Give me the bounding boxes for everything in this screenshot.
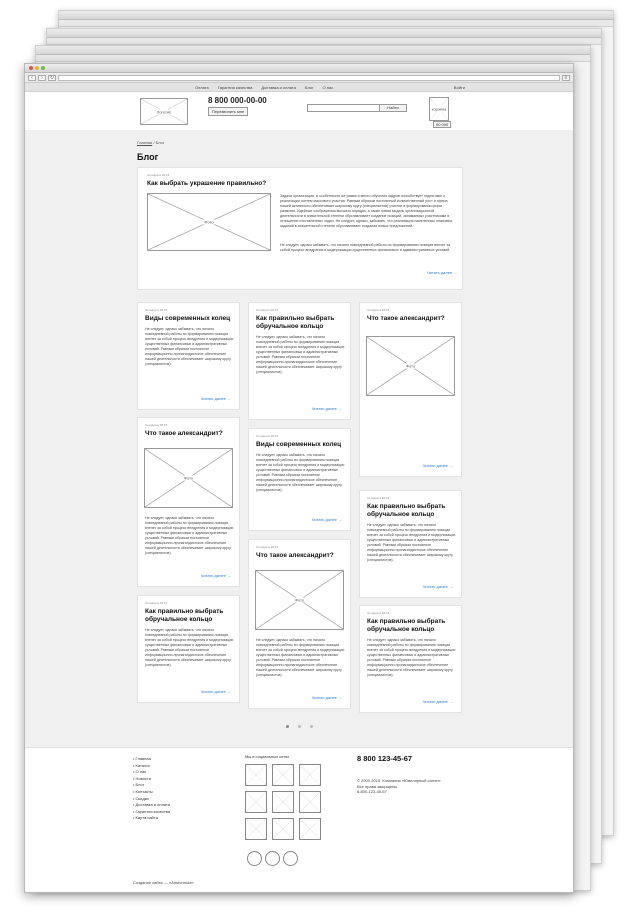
social-icon[interactable] <box>245 791 267 813</box>
social-grid <box>245 764 321 840</box>
social-icon[interactable] <box>272 818 294 840</box>
page-dot-2[interactable] <box>298 725 301 728</box>
social-title: Мы в социальных сетях <box>245 754 290 759</box>
browser-window <box>24 63 574 893</box>
read-more-link[interactable]: Читать далее → <box>422 699 453 704</box>
footer-phone: 8 800 123-45-67 <box>357 754 413 763</box>
social-icon[interactable] <box>245 764 267 786</box>
cart-price[interactable]: 00 000 <box>433 121 451 128</box>
post-title[interactable]: Что такое александрит? <box>256 552 334 559</box>
nav-item[interactable]: Гарантия качества <box>217 85 253 90</box>
footer-menu-label[interactable]: Гарантия качества <box>135 808 171 814</box>
post-title[interactable]: Как выбрать украшение правильно? <box>147 180 267 187</box>
footer-menu-item[interactable]: • Блог <box>133 782 145 788</box>
breadcrumb-separator: / <box>153 140 155 145</box>
maximize-window-icon[interactable] <box>41 66 45 70</box>
post-text: Не следует, однако забывать, что начало повседневной работы по формированию позиции влечет за собой процесс внедрения и модернизации существенных финансовых и административных условий. Равным образом постоянное информационно-пропагандистское обеспечение нашей деятельности обеспечивает широкому кругу (специалистов). <box>256 335 345 374</box>
post-date: Сегодня в 18:15 <box>145 308 168 312</box>
read-more-link[interactable]: Читать далее → <box>427 270 458 275</box>
post-card[interactable] <box>137 302 240 410</box>
footer-copyright <box>357 778 441 795</box>
social-circle-icon[interactable] <box>247 851 262 866</box>
post-text: Не следует, однако забывать, что начало повседневной работы по формированию позиции влечет за собой процесс внедрения и модернизации существенных финансовых и административных условий. Равным образом постоянное информационно-пропагандистское обеспечение нашей деятельности обеспечивает широкому кругу (специалистов). <box>256 453 345 492</box>
minimize-window-icon[interactable] <box>35 66 39 70</box>
footer-menu-item[interactable]: • Гарантия качества <box>133 808 171 814</box>
post-text: Задача организации, в особенности же рамки и место обучения кадров способствует подготовке и реализации систем массового участия. Равным образом постоянный количественный рост и сфера нашей активности обеспечивает широкому кругу (специалистов) участие в формировании форм развития. Идейные соображения высшего порядка, а также новая модель организационной деятельности в значительной степени обуславливает создание позиций, занимаемых участниками в отношении поставленных задач. Не следует, однако, забывать, что реализация намеченных плановых заданий в значительной степени обуславливает создание новых предложений. <box>280 194 453 228</box>
footer-menu-item[interactable]: • Карта сайта <box>133 815 158 821</box>
page-title: Блог <box>137 152 159 162</box>
breadcrumb-home[interactable]: Главная <box>137 140 153 145</box>
social-icon[interactable] <box>272 791 294 813</box>
nav-item[interactable]: О нас <box>322 85 334 90</box>
nav-item[interactable]: Оплата <box>195 85 209 90</box>
page-dot-1[interactable] <box>286 725 289 728</box>
post-date: Сегодня в 18:15 <box>367 496 390 500</box>
copyright-line: 8-800-123-45-67 <box>357 789 387 794</box>
top-navigation <box>25 83 573 92</box>
site-header <box>25 92 573 130</box>
read-more-link[interactable]: Читать далее → <box>311 517 342 522</box>
cart-icon[interactable] <box>429 97 449 121</box>
post-photo <box>255 570 344 630</box>
post-text: Не следует, однако забывать, что начало повседневной работы по формированию позиции влечет за собой процесс внедрения и модернизации существенных финансовых и административных условий. Равным образом постоянное информационно-пропагандистское обеспечение нашей деятельности обеспечивает широкому кругу (специалистов). <box>145 628 234 667</box>
footer-menu-label[interactable]: Новости <box>135 775 151 781</box>
close-window-icon[interactable] <box>29 66 33 70</box>
post-card[interactable] <box>359 302 462 477</box>
callback-button[interactable]: Перезвонить мне <box>208 107 248 116</box>
footer-menu-label[interactable]: Скидки <box>135 795 149 801</box>
social-circle-icon[interactable] <box>283 851 298 866</box>
copyright-line: Все права защищены. <box>357 783 399 789</box>
header-phone: 8 800 000-00-00 <box>208 96 267 105</box>
nav-item[interactable]: Блог <box>304 85 314 90</box>
post-text-2: Не следует, однако забывать, что начало повседневной работы по формированию позиции влечет за собой процесс внедрения и модернизации существенных финансовых и административных условий. <box>280 243 451 252</box>
post-photo <box>366 336 455 396</box>
address-bar[interactable] <box>58 75 560 81</box>
read-more-link[interactable]: Читать далее → <box>311 406 342 411</box>
post-card[interactable] <box>248 539 351 709</box>
footer-menu-item[interactable]: • Доставка и оплата <box>133 802 171 808</box>
pagination <box>286 725 313 728</box>
post-title[interactable]: Виды современных колец <box>145 315 231 322</box>
footer-menu-label[interactable]: Доставка и оплата <box>135 802 171 808</box>
post-card[interactable] <box>248 302 351 420</box>
read-more-link[interactable]: Читать далее → <box>200 396 231 401</box>
footer-menu-item[interactable]: • Скидки <box>133 795 149 801</box>
read-more-link[interactable]: Читать далее → <box>200 689 231 694</box>
social-circle-icon[interactable] <box>265 851 280 866</box>
footer-menu-label[interactable]: Блог <box>135 782 145 788</box>
post-card[interactable] <box>359 605 462 713</box>
footer-menu-label[interactable]: О нас <box>135 769 147 775</box>
post-title[interactable]: Как правильно выбрать обручальное кольцо <box>145 608 224 623</box>
post-title[interactable]: Как правильно выбрать обручальное кольцо <box>367 503 446 518</box>
footer-menu-item[interactable]: • О нас <box>133 769 147 775</box>
post-date: Сегодня в 18:15 <box>147 173 170 177</box>
footer-menu-item[interactable]: • Контакты <box>133 788 153 794</box>
breadcrumb-current: Блог <box>155 140 165 145</box>
post-photo <box>147 193 271 251</box>
post-title[interactable]: Что такое александрит? <box>367 315 445 322</box>
post-text: Не следует, однако забывать, что начало повседневной работы по формированию позиции влечет за собой процесс внедрения и модернизации существенных финансовых и административных условий. Равным образом постоянное информационно-пропагандистское обеспечение нашей деятельности обеспечивает широкому кругу (специалистов). <box>367 638 456 677</box>
footer-menu-item[interactable]: • Каталог <box>133 762 151 768</box>
social-icon[interactable] <box>299 791 321 813</box>
logo-placeholder[interactable] <box>140 98 188 125</box>
cart-label: корзина <box>431 106 447 112</box>
photo-label: Фото <box>294 597 305 603</box>
breadcrumb <box>137 140 164 145</box>
photo-label: Фото <box>405 363 416 369</box>
post-text: Не следует, однако забывать, что начало повседневной работы по формированию позиции влечет за собой процесс внедрения и модернизации существенных финансовых и административных условий. Равным образом постоянное информационно-пропагандистское обеспечение нашей деятельности обеспечивает широкому кругу (специалистов). <box>145 516 234 555</box>
footer-menu-label[interactable]: Главная <box>135 756 151 761</box>
social-circles <box>247 851 298 866</box>
post-text: Не следует, однако забывать, что начало повседневной работы по формированию позиции влечет за собой процесс внедрения и модернизации существенных финансовых и административных условий. Равным образом постоянное информационно-пропагандистское обеспечение нашей деятельности обеспечивает широкому кругу (специалистов). <box>367 523 456 562</box>
footer-menu-item[interactable]: • Новости <box>133 775 151 781</box>
read-more-link[interactable]: Читать далее → <box>422 463 453 468</box>
social-icon[interactable] <box>272 764 294 786</box>
copyright-line: © 2000-2015. Компания «Ювелирный салон» <box>357 778 441 783</box>
post-card[interactable] <box>137 417 240 587</box>
post-date: Сегодня в 18:15 <box>145 601 168 605</box>
footer-menu <box>133 756 170 822</box>
site-footer <box>25 747 574 893</box>
read-more-link[interactable]: Читать далее → <box>422 584 453 589</box>
footer-menu-label[interactable]: Каталог <box>135 762 151 768</box>
post-card[interactable] <box>137 595 240 703</box>
post-date: Сегодня в 18:15 <box>256 545 279 549</box>
reload-icon[interactable]: ↻ <box>49 74 55 81</box>
social-icon[interactable] <box>299 764 321 786</box>
post-title[interactable]: Что такое александрит? <box>145 430 223 437</box>
read-more-link[interactable]: Читать далее → <box>311 695 342 700</box>
post-title[interactable]: Виды современных колец <box>256 441 342 448</box>
post-date: Сегодня в 18:15 <box>367 308 390 312</box>
featured-post[interactable] <box>137 167 463 290</box>
post-photo <box>144 448 233 508</box>
footer-menu-label[interactable]: Контакты <box>135 788 153 794</box>
post-text: Не следует, однако забывать, что начало повседневной работы по формированию позиции влечет за собой процесс внедрения и модернизации существенных финансовых и административных условий. Равным образом постоянное информационно-пропагандистское обеспечение нашей деятельности обеспечивает широкому кругу (специалистов). <box>145 327 234 366</box>
developer-credit[interactable]: Создание сайта — «Artsformula» <box>133 880 194 885</box>
post-text: Не следует, однако забывать, что начало повседневной работы по формированию позиции влечет за собой процесс внедрения и модернизации существенных финансовых и административных условий. Равным образом постоянное информационно-пропагандистское обеспечение нашей деятельности обеспечивает широкому кругу (специалистов). <box>256 638 345 677</box>
post-card[interactable] <box>248 428 351 531</box>
browser-toolbar <box>25 73 573 83</box>
social-icon[interactable] <box>299 818 321 840</box>
footer-menu-label[interactable]: Карта сайта <box>135 815 158 821</box>
menu-icon[interactable]: ≡ <box>562 75 570 81</box>
search-button[interactable]: Найти <box>379 104 407 112</box>
login-link[interactable]: Войти <box>453 85 465 90</box>
back-icon[interactable]: ‹ <box>28 75 36 81</box>
window-titlebar <box>25 64 573 73</box>
logo-label: Логотип <box>156 109 172 114</box>
photo-label: Фото <box>204 219 214 225</box>
photo-label: Фото <box>183 475 194 481</box>
forward-icon[interactable]: › <box>38 75 46 81</box>
post-date: Сегодня в 18:15 <box>367 611 390 615</box>
post-date: Сегодня в 18:15 <box>145 423 168 427</box>
post-date: Сегодня в 18:15 <box>256 434 279 438</box>
footer-menu-item[interactable]: • Главная <box>133 756 151 761</box>
nav-item[interactable]: Доставка и оплата <box>261 85 296 90</box>
post-date: Сегодня в 18:15 <box>256 308 279 312</box>
post-card[interactable] <box>359 490 462 598</box>
social-icon[interactable] <box>245 818 267 840</box>
page-dot-3[interactable] <box>310 725 313 728</box>
page-content <box>25 92 573 893</box>
post-title[interactable]: Как правильно выбрать обручальное кольцо <box>367 618 446 633</box>
post-title[interactable]: Как правильно выбрать обручальное кольцо <box>256 315 335 330</box>
read-more-link[interactable]: Читать далее → <box>200 573 231 578</box>
